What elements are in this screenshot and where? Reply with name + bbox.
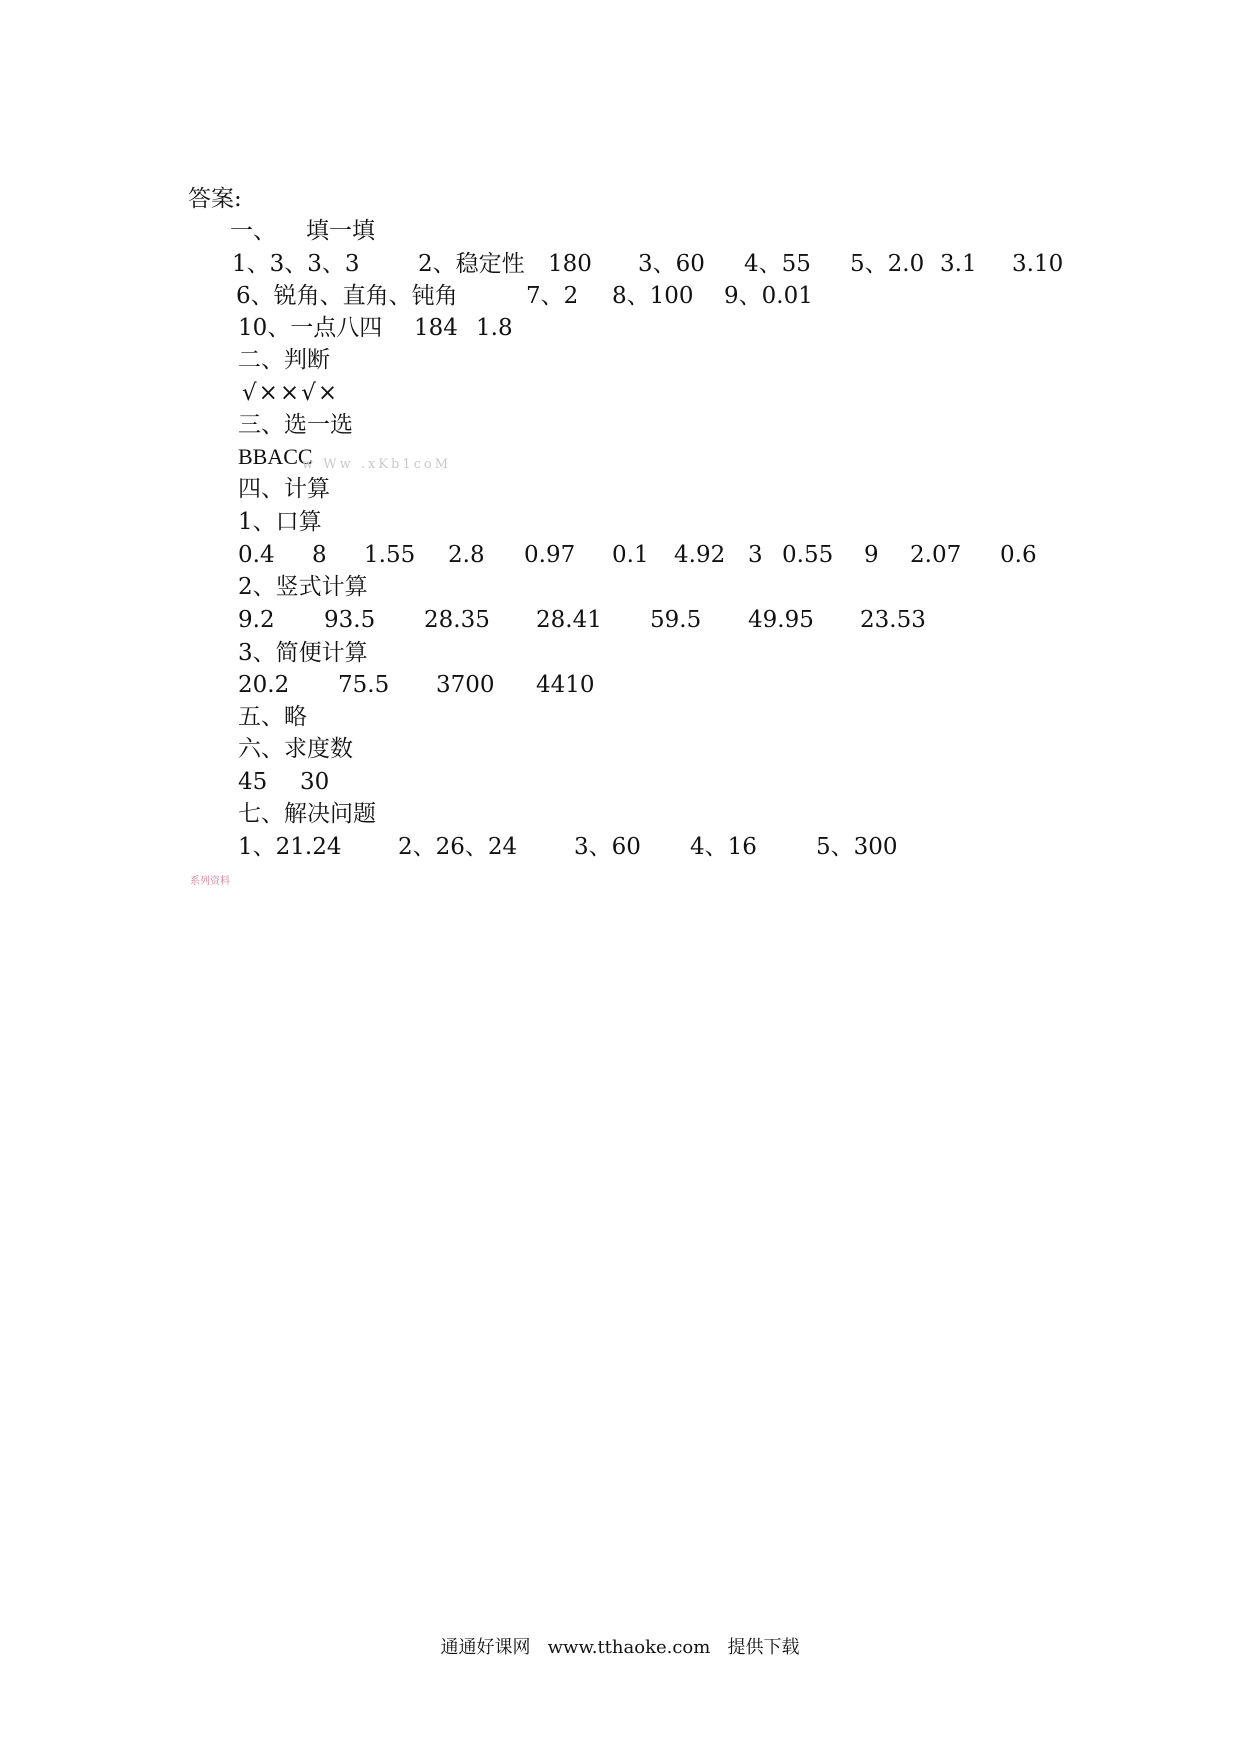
page-footer: 通通好课网 www.tthaoke.com 提供下载 xyxy=(440,1637,800,1658)
answer-item: 30 xyxy=(300,769,330,795)
answer-item: 23.53 xyxy=(860,607,926,633)
answer-item: 0.6 xyxy=(1000,542,1037,568)
section-5-heading: 五、略 xyxy=(238,704,307,730)
answer-item: 9 xyxy=(864,542,879,568)
section-2-heading: 二、判断 xyxy=(238,347,330,373)
section-7-heading: 七、解决问题 xyxy=(238,801,376,827)
answer-item: 4.92 xyxy=(674,542,726,568)
section-4-sub-1: 1、口算 xyxy=(238,509,322,535)
answer-item: 1、3、3、3 xyxy=(232,251,360,277)
answer-item: 28.35 xyxy=(424,607,490,633)
answer-item: 2、稳定性 xyxy=(418,251,525,277)
section-3-heading: 三、选一选 xyxy=(238,412,353,438)
answer-item: 9.2 xyxy=(238,607,275,633)
answer-item: 59.5 xyxy=(650,607,702,633)
section-6-heading: 六、求度数 xyxy=(238,736,353,762)
section-1-number: 一、 xyxy=(230,218,276,244)
answer-item: 7、2 xyxy=(526,283,579,309)
answer-item: 6、锐角、直角、钝角 xyxy=(236,283,458,309)
answer-item: 4、16 xyxy=(690,834,757,860)
answer-item: 0.55 xyxy=(782,542,834,568)
section-4-sub-3: 3、简便计算 xyxy=(238,640,368,666)
section-2-answer: √××√× xyxy=(242,380,340,406)
answer-item: 2.8 xyxy=(448,542,485,568)
answer-item: 5、300 xyxy=(816,834,898,860)
answer-item: 3.10 xyxy=(1012,251,1064,277)
answer-item: 0.1 xyxy=(612,542,649,568)
answer-item: 93.5 xyxy=(324,607,376,633)
answer-item: 1.55 xyxy=(364,542,416,568)
answer-item: 75.5 xyxy=(338,672,390,698)
answer-item: 49.95 xyxy=(748,607,814,633)
answer-item: 20.2 xyxy=(238,672,290,698)
answer-item: 180 xyxy=(548,251,592,277)
answer-item: 3、60 xyxy=(638,251,705,277)
answer-item: 0.97 xyxy=(524,542,576,568)
watermark-text: w Ww .xKb1coM xyxy=(302,457,452,472)
section-1-title: 填一填 xyxy=(306,218,375,244)
section-4-heading: 四、计算 xyxy=(238,476,330,502)
answer-item: 3700 xyxy=(436,672,495,698)
answer-item: 8、100 xyxy=(612,283,694,309)
answer-item: 9、0.01 xyxy=(724,283,813,309)
answer-item: 3 xyxy=(748,542,763,568)
answer-item: 2、26、24 xyxy=(398,834,518,860)
page-title: 答案: xyxy=(188,186,242,212)
answer-item: 8 xyxy=(312,542,327,568)
answer-item: 10、一点八四 xyxy=(238,315,383,341)
answer-item: 3、60 xyxy=(574,834,641,860)
answer-item: 0.4 xyxy=(238,542,275,568)
section-4-sub-2: 2、竖式计算 xyxy=(238,574,368,600)
answer-item: 184 xyxy=(414,315,458,341)
answer-item: 1、21.24 xyxy=(238,834,342,860)
answer-item: 1.8 xyxy=(476,315,513,341)
series-materials-link[interactable]: 系列资料 xyxy=(190,876,230,887)
answer-item: 28.41 xyxy=(536,607,602,633)
answer-item: 2.07 xyxy=(910,542,962,568)
section-3-answer: BBACC xyxy=(238,444,313,469)
answer-item: 3.1 xyxy=(940,251,977,277)
answer-item: 45 xyxy=(238,769,268,795)
answer-item: 4、55 xyxy=(744,251,811,277)
answer-item: 4410 xyxy=(536,672,595,698)
answer-item: 5、2.0 xyxy=(850,251,925,277)
